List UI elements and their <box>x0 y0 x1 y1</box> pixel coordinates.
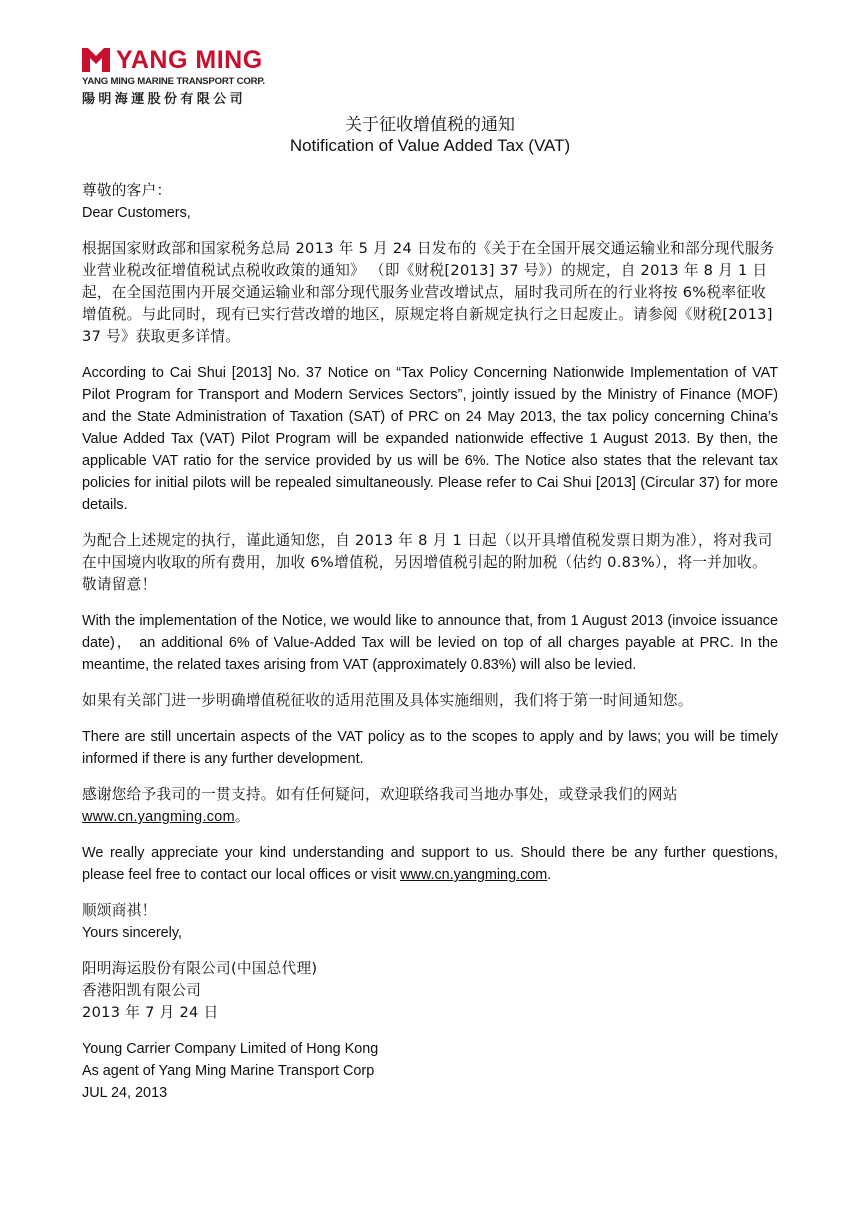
logo-wordmark: YANG MING <box>116 46 263 74</box>
salutation-english: Dear Customers, <box>82 205 191 221</box>
salutation-chinese: 尊敬的客户： <box>82 182 172 199</box>
paragraph-4-chinese <box>82 784 778 828</box>
signature-chinese-line-2: 香港阳凯有限公司 <box>82 982 202 999</box>
website-link-chinese[interactable]: www.cn.yangming.com <box>82 809 235 825</box>
signature-english-line-1: Young Carrier Company Limited of Hong Kong <box>82 1041 379 1057</box>
title-chinese: 关于征收增值税的通知 <box>345 115 515 135</box>
paragraph-2-english: With the implementation of the Notice, we would like to announce that, from 1 August 2013 (invoice issuance date)， an additional 6% of Value-Added Tax will be levied on top of all charges payable at PRC. In the meantime, the related taxes arising from VAT (approximately 0.83%) will also be levied. <box>82 613 778 673</box>
paragraph-2-chinese: 为配合上述规定的执行，谨此通知您，自 2013 年 8 月 1 日起（以开具增值税发票日期为准），将对我司在中国境内收取的所有费用，加收 6%增值税，另因增值税引起的附加税（估约 0.83%），将一并加收。敬请留意！ <box>82 532 773 593</box>
paragraph-5-english-text: We really appreciate your kind understanding and support to us. Should there be any further questions, please feel free to contact our local offices or visit <box>82 845 778 883</box>
closing-english: Yours sincerely, <box>82 925 182 941</box>
closing-chinese: 顺颂商祺！ <box>82 902 157 919</box>
letter-body <box>82 180 778 1118</box>
paragraph-5-english-end: . <box>547 867 552 883</box>
yang-ming-emblem-icon <box>82 48 110 72</box>
paragraph-1-chinese: 根据国家财政部和国家税务总局 2013 年 5 月 24 日发布的《关于在全国开展交通运输业和部分现代服务业营业税改征增值税试点税收政策的通知》 （即《财税[2013] 37 号》）的规定，自 2013 年 8 月 1 日起，在全国范围内开展交通运输业和部分现代服务业营改增试点，届时我司所在的行业将按 6%税率征收增值税。与此同时，现有已实行营改增的地区，原规定将自新规定执行之日起废止。请参阅《财税[2013] 37 号》获取更多详情。 <box>82 240 775 345</box>
logo-chinese-name: 陽明海運股份有限公司 <box>82 92 247 107</box>
paragraph-5-english <box>82 842 778 886</box>
website-link-english[interactable]: www.cn.yangming.com <box>400 867 548 883</box>
paragraph-3-chinese: 如果有关部门进一步明确增值税征收的适用范围及具体实施细则，我们将于第一时间通知您。 <box>82 692 693 709</box>
paragraph-4-chinese-end: 。 <box>234 808 250 825</box>
signature-english-line-2: As agent of Yang Ming Marine Transport Corp <box>82 1063 375 1079</box>
closing <box>82 900 778 944</box>
signature-english <box>82 1038 778 1104</box>
company-logo <box>82 46 312 106</box>
signature-chinese <box>82 958 778 1024</box>
paragraph-3-english: There are still uncertain aspects of the VAT policy as to the scopes to apply and by laws; you will be timely informed if there is any further development. <box>82 729 778 767</box>
paragraph-1-english: According to Cai Shui [2013] No. 37 Notice on “Tax Policy Concerning Nationwide Implementation of VAT Pilot Program for Transport and Modern Services Sectors”, jointly issued by the Ministry of Finance (MOF) and the State Administration of Taxation (SAT) of PRC on 24 May 2013, the tax policy concerning China’s Value Added Tax (VAT) Pilot Program will be expanded nationwide effective 1 August 2013. By then, the applicable VAT ratio for the service provided by us will be 6%. The Notice also states that the relevant tax policies for initial pilots will be repealed simultaneously. Please refer to Cai Shui [2013] (Circular 37) for more details. <box>82 365 778 513</box>
signature-chinese-date: 2013 年 7 月 24 日 <box>82 1004 219 1021</box>
salutation <box>82 180 778 224</box>
title-english: Notification of Value Added Tax (VAT) <box>289 136 571 155</box>
logo-subtitle: YANG MING MARINE TRANSPORT CORP. <box>82 76 265 87</box>
signature-chinese-line-1: 阳明海运股份有限公司(中国总代理) <box>82 960 318 977</box>
paragraph-4-chinese-text: 感谢您给予我司的一贯支持。如有任何疑问，欢迎联络我司当地办事处，或登录我们的网站 <box>82 786 678 803</box>
signature-english-date: JUL 24, 2013 <box>82 1085 168 1101</box>
